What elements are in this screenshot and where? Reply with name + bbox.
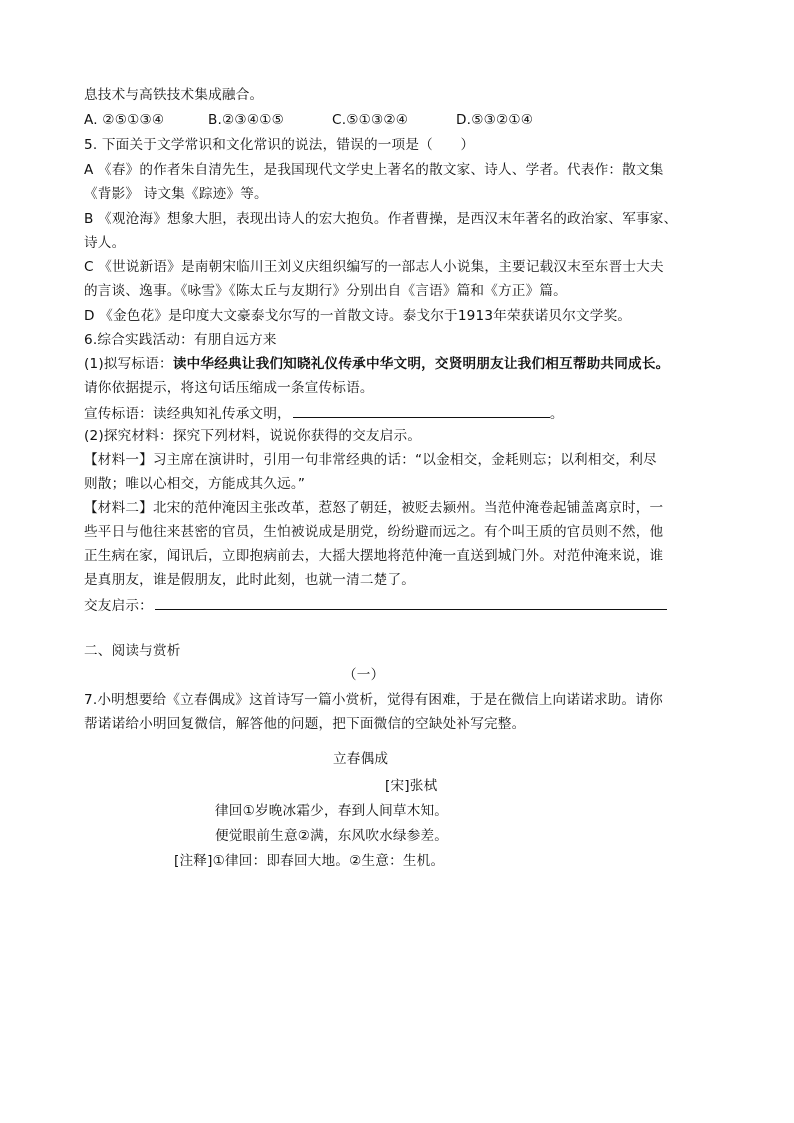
- q5-option-b: B 《观沧海》想象大胆，表现出诗人的宏大抱负。作者曹操，是西汉末年著名的政治家、军事家、: [84, 211, 678, 227]
- material2-line1: 【材料二】北宋的范仲淹因主张改革，惹怒了朝廷，被贬去颍州。当范仲淹卷起铺盖离京时，一: [84, 500, 664, 516]
- q5-option-a-cont: 《背影》 诗文集《踪迹》等。: [84, 186, 268, 202]
- material1-line1: 【材料一】习主席在演讲时，引用一句非常经典的话：“以金相交，金耗则忘；以利相交，利尽: [84, 452, 657, 468]
- q6-stem: 6.综合实践活动：有朋自远方来: [84, 332, 277, 348]
- q5-option-b-cont: 诗人。: [84, 235, 126, 251]
- poem-annotation: [注释]①律回：即春回大地。②生意：生机。: [174, 853, 445, 869]
- q4-tail: 息技术与高铁技术集成融合。: [84, 87, 264, 103]
- q4-option-b: B.②③④①⑤: [208, 112, 284, 128]
- poem-line-1: 律回①岁晚冰霜少，春到人间草木知。: [215, 803, 449, 819]
- q4-options: [84, 114, 580, 128]
- q7-stem-line1: 7.小明想要给《立春偶成》这首诗写一篇小赏析，觉得有困难，于是在微信上向诺诺求助。请你: [84, 692, 663, 708]
- material2-line4: 是真朋友，谁是假朋友，此时此刻，也就一清二楚了。: [84, 572, 416, 588]
- material2-line2: 些平日与他往来甚密的官员，生怕被说成是朋党，纷纷避而远之。有个叫王质的官员则不然，他: [84, 524, 664, 540]
- slogan-answer-blank[interactable]: [293, 405, 550, 418]
- section-subtitle: （一）: [343, 667, 385, 683]
- poem-author: [宋]张栻: [385, 778, 438, 794]
- q5-option-c-cont: 的言谈、逸事。《咏雪》《陈太丘与友期行》分别出自《言语》篇和《方正》篇。: [84, 283, 567, 299]
- slogan-suffix: 。: [549, 406, 564, 422]
- material2-line3: 正生病在家，闻讯后，立即抱病前去，大摇大摆地将范仲淹一直送到城门外。对范仲淹来说，谁: [84, 548, 664, 564]
- q6-part1-instruction: 请你依据提示，将这句话压缩成一条宣传标语。: [84, 380, 374, 396]
- q7-stem-line2: 帮诺诺给小明回复微信，解答他的问题，把下面微信的空缺处补写完整。: [84, 716, 526, 732]
- insight-line: [84, 597, 667, 614]
- insight-label: 交友启示：: [84, 598, 153, 614]
- q5-option-d: D 《金色花》是印度大文豪泰戈尔写的一首散文诗。泰戈尔于1913年荣获诺贝尔文学奖。: [84, 308, 632, 324]
- q6-part1-label: (1)拟写标语：: [84, 356, 173, 372]
- q6-part1-bold-text: 读中华经典让我们知晓礼仪传承中华文明，交贤明朋友让我们相互帮助共同成长。: [172, 356, 670, 372]
- slogan-prefix: 宣传标语：读经典知礼传承文明，: [84, 406, 291, 422]
- q6-slogan-line: [84, 405, 564, 422]
- q4-option-c: C.⑤①③②④: [332, 112, 409, 128]
- q5-option-a: A 《春》的作者朱自清先生，是我国现代文学史上著名的散文家、诗人、学者。代表作：散文集: [84, 162, 664, 178]
- q5-option-c: C 《世说新语》是南朝宋临川王刘义庆组织编写的一部志人小说集，主要记载汉末至东晋士大夫: [84, 259, 664, 275]
- insight-answer-blank[interactable]: [155, 597, 667, 610]
- poem-title: 立春偶成: [333, 751, 389, 767]
- section-title: 二、阅读与赏析: [84, 643, 181, 659]
- q6-part2: (2)探究材料：探究下列材料，说说你获得的交友启示。: [84, 428, 422, 444]
- q4-option-d: D.⑤③②①④: [456, 112, 534, 128]
- poem-line-2: 便觉眼前生意②满，东风吹水绿参差。: [215, 828, 449, 844]
- q6-part1: [84, 358, 669, 372]
- q5-stem: 5. 下面关于文学常识和文化常识的说法，错误的一项是（ ）: [84, 137, 475, 153]
- material1-line2: 则散；唯以心相交，方能成其久远。”: [84, 476, 306, 492]
- q4-option-a: A. ②⑤①③④: [84, 112, 165, 128]
